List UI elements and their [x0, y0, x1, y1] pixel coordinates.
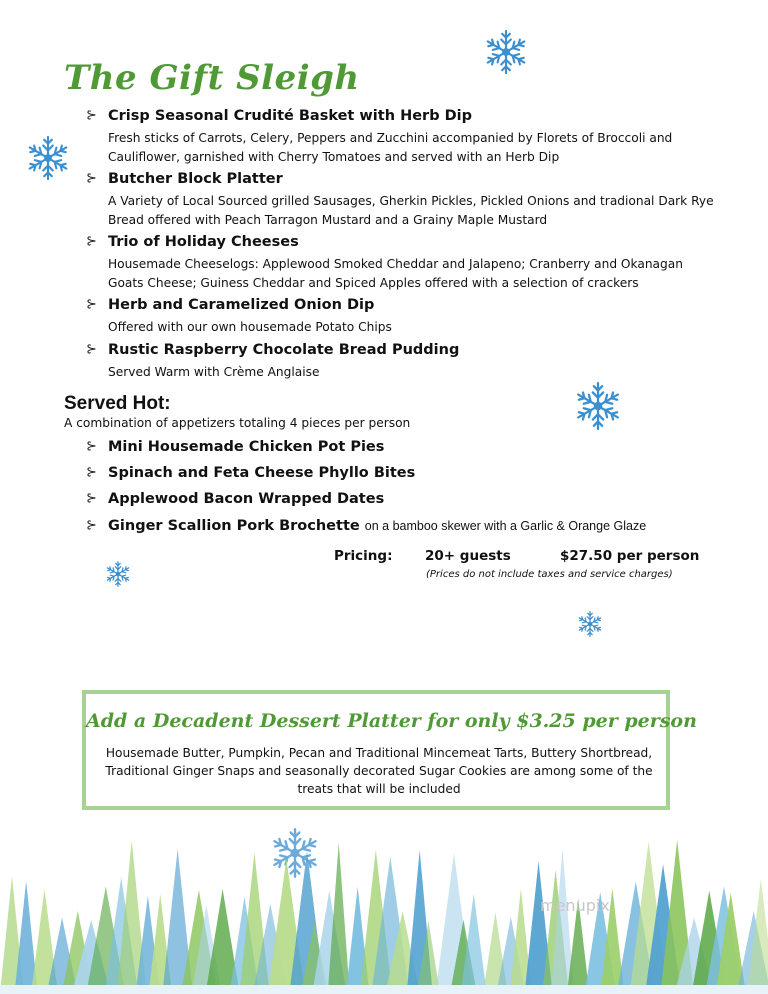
hot-item-name: Spinach and Feta Cheese Phyllo Bites	[108, 465, 416, 481]
hot-item-note: on a bamboo skewer with a Garlic & Orange Glaze	[364, 519, 647, 533]
hot-item-name	[108, 518, 646, 534]
bullet-icon: ⊱	[86, 108, 97, 123]
bullet-icon: ⊱	[86, 297, 97, 312]
menu-item-description: Fresh sticks of Carrots, Celery, Peppers and Zucchini accompanied by Florets of Broccoli and Cauliflower, garnished with Cherry Tomatoes and served with an Herb Dip	[108, 131, 673, 164]
bullet-icon: ⊱	[86, 171, 97, 186]
snowflake-icon	[482, 28, 530, 76]
bullet-icon: ⊱	[86, 491, 97, 506]
pricing-note: (Prices do not include taxes and service charges)	[426, 569, 673, 580]
menu-item-description: A Variety of Local Sourced grilled Sausages, Gherkin Pickles, Pickled Onions and tradional Dark Rye Bread offered with Peach Tarragon Mustard and a Grainy Maple Mustard	[108, 194, 714, 227]
snowflake-icon	[572, 380, 624, 432]
menu-item-name: Butcher Block Platter	[108, 171, 283, 187]
section-subtitle: A combination of appetizers totaling 4 pieces per person	[64, 416, 411, 430]
dessert-promo-body: Housemade Butter, Pumpkin, Pecan and Traditional Mincemeat Tarts, Buttery Shortbread, Traditional Ginger Snaps and seasonally decorated Sugar Cookies are among some of the treats that will be included	[105, 746, 653, 796]
bullet-icon: ⊱	[86, 342, 97, 357]
page-title: The Gift Sleigh	[64, 58, 360, 98]
winter-forest-illustration	[0, 835, 768, 994]
watermark: menupix	[540, 896, 610, 915]
snowflake-icon	[24, 134, 72, 182]
dessert-promo-title: Add a Decadent Dessert Platter for only $3.25 per person	[86, 710, 697, 732]
pricing-label: Pricing:	[334, 548, 393, 564]
menu-item-description: Offered with our own housemade Potato Chips	[108, 320, 392, 334]
menu-item-name: Herb and Caramelized Onion Dip	[108, 297, 375, 313]
snowflake-icon	[104, 560, 132, 588]
menu-item-description: Served Warm with Crème Anglaise	[108, 365, 320, 379]
hot-item-name-text: Ginger Scallion Pork Brochette	[108, 518, 360, 534]
pricing-guests: 20+ guests	[425, 548, 511, 564]
menu-item-description: Housemade Cheeselogs: Applewood Smoked Cheddar and Jalapeno; Cranberry and Okanagan Goats Cheese; Guiness Cheddar and Spiced Apples offered with a selection of crackers	[108, 257, 683, 290]
bullet-icon: ⊱	[86, 465, 97, 480]
hot-item-name: Mini Housemade Chicken Pot Pies	[108, 439, 385, 455]
snowflake-icon	[576, 610, 604, 638]
bullet-icon: ⊱	[86, 518, 97, 533]
section-heading: Served Hot:	[64, 393, 171, 414]
bullet-icon: ⊱	[86, 234, 97, 249]
menu-item-name: Crisp Seasonal Crudité Basket with Herb Dip	[108, 108, 473, 124]
pricing-price: $27.50 per person	[560, 548, 700, 564]
hot-item-name: Applewood Bacon Wrapped Dates	[108, 491, 385, 507]
dessert-promo-box	[82, 690, 697, 810]
snow-ground	[0, 985, 768, 994]
menu-item-name: Trio of Holiday Cheeses	[108, 234, 299, 250]
bullet-icon: ⊱	[86, 439, 97, 454]
menu-item-name: Rustic Raspberry Chocolate Bread Pudding	[108, 342, 460, 358]
